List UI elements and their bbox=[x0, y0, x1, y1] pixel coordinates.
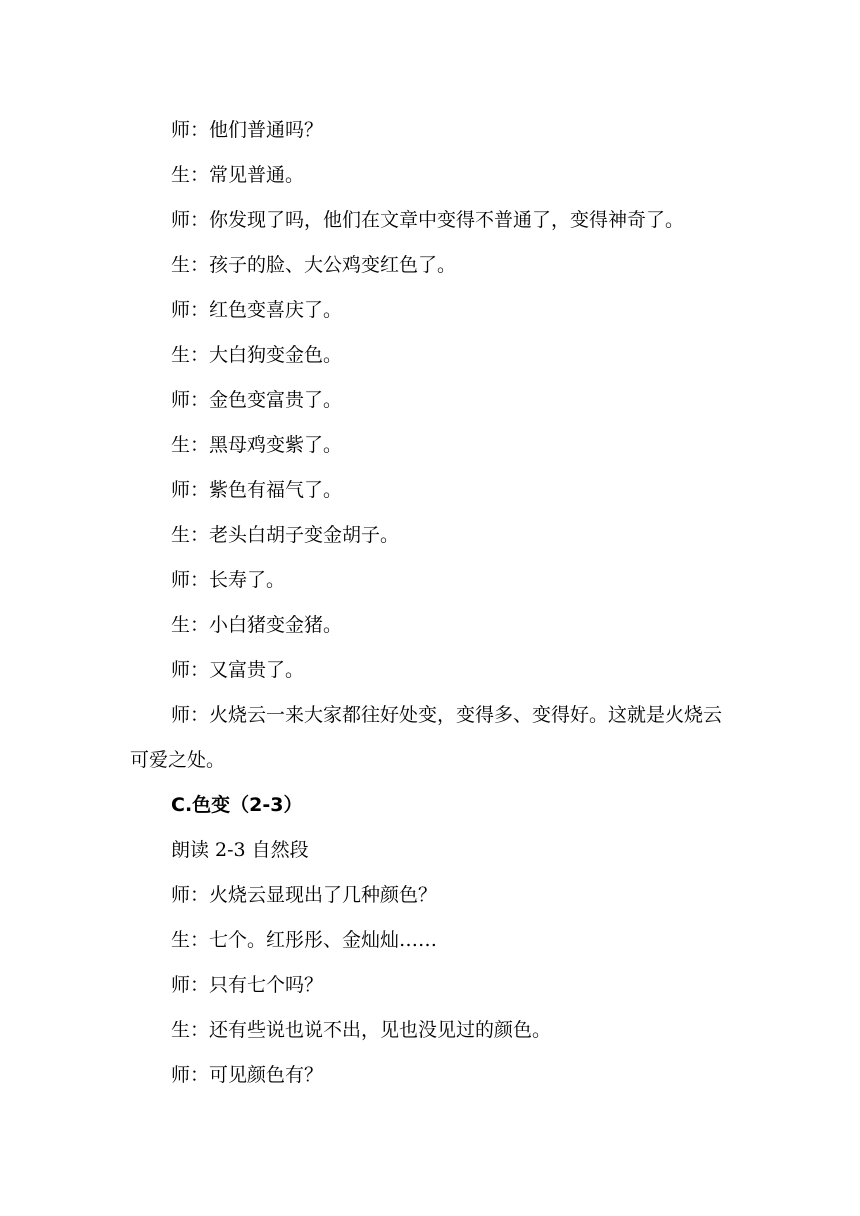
paragraph: 朗读 2-3 自然段 bbox=[171, 839, 309, 861]
paragraph: 师：红色变喜庆了。 bbox=[171, 299, 343, 321]
paragraph: 师：只有七个吗？ bbox=[171, 974, 324, 996]
document-body bbox=[130, 108, 740, 1098]
paragraph: 生：黑母鸡变紫了。 bbox=[171, 434, 343, 456]
paragraph: 师：长寿了。 bbox=[171, 569, 286, 591]
paragraph: 生：孩子的脸、大公鸡变红色了。 bbox=[171, 254, 457, 276]
paragraph: 生：老头白胡子变金胡子。 bbox=[171, 524, 400, 546]
paragraph: 师：火烧云一来大家都往好处变，变得多、变得好。这就是火烧云可爱之处。 bbox=[130, 704, 723, 771]
paragraph: 师：金色变富贵了。 bbox=[171, 389, 343, 411]
section-heading: C.色变（2-3） bbox=[171, 794, 303, 816]
paragraph: 师：又富贵了。 bbox=[171, 659, 305, 681]
paragraph: 师：可见颜色有？ bbox=[171, 1064, 324, 1086]
paragraph: 生：还有些说也说不出，见也没见过的颜色。 bbox=[171, 1019, 552, 1041]
paragraph: 生：小白猪变金猪。 bbox=[171, 614, 343, 636]
paragraph: 师：他们普通吗？ bbox=[171, 119, 324, 141]
paragraph: 师：紫色有福气了。 bbox=[171, 479, 343, 501]
paragraph: 师：你发现了吗，他们在文章中变得不普通了，变得神奇了。 bbox=[171, 209, 685, 231]
paragraph: 生：大白狗变金色。 bbox=[171, 344, 343, 366]
paragraph: 师：火烧云显现出了几种颜色？ bbox=[171, 884, 438, 906]
paragraph: 生：常见普通。 bbox=[171, 164, 305, 186]
paragraph: 生：七个。红彤彤、金灿灿…… bbox=[171, 929, 438, 951]
